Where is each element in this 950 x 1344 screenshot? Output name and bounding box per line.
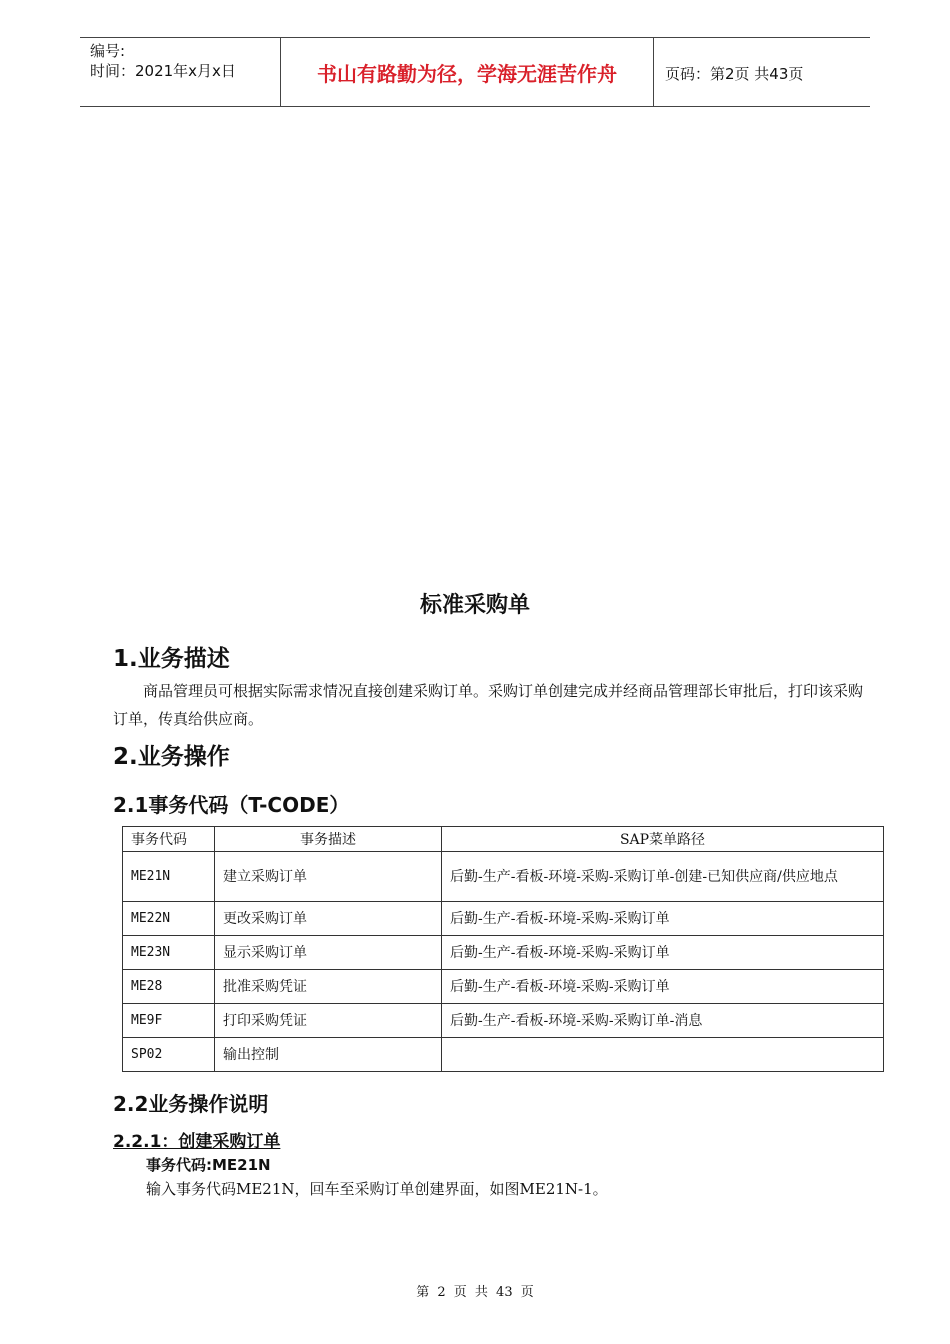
table-row [123,902,884,936]
table-row [123,852,884,902]
table-row [123,1038,884,1072]
menu-path-cell: 后勤-生产-看板-环境-采购-采购订单-消息 [442,1004,884,1038]
menu-path-cell: 后勤-生产-看板-环境-采购-采购订单 [442,936,884,970]
section-heading-2-2: 2.2业务操作说明 [113,1092,269,1116]
section-heading-2-2-1: 2.2.1：创建采购订单 [113,1132,281,1152]
table-row [123,970,884,1004]
description-cell: 建立采购订单 [215,852,442,902]
menu-path-cell [442,1038,884,1072]
section-heading-2-1: 2.1事务代码（T-CODE） [113,793,350,817]
tcode-cell: ME9F [123,1004,215,1038]
menu-path-cell: 后勤-生产-看板-环境-采购-采购订单 [442,970,884,1004]
description-cell: 输出控制 [215,1038,442,1072]
description-cell: 更改采购订单 [215,902,442,936]
header-date: 时间：2021年x月x日 [90,62,236,80]
tcode-label: 事务代码:ME21N [146,1156,271,1174]
section-heading-2: 2.业务操作 [113,744,230,770]
menu-path-cell: 后勤-生产-看板-环境-采购-采购订单 [442,902,884,936]
tcode-cell: ME21N [123,852,215,902]
description-cell: 打印采购凭证 [215,1004,442,1038]
tcode-table [122,826,884,1072]
header-motto: 书山有路勤为径，学海无涯苦作舟 [317,61,617,86]
description-cell: 批准采购凭证 [215,970,442,1004]
header-divider [653,38,654,106]
header-number-label: 编号: [90,42,126,60]
column-header: 事务代码 [123,827,215,852]
section-heading-1: 1.业务描述 [113,646,230,672]
table-row [123,1004,884,1038]
tcode-cell: SP02 [123,1038,215,1072]
section-1-paragraph: 商品管理员可根据实际需求情况直接创建采购订单。采购订单创建完成并经商品管理部长审批后，打印该采购订单，传真给供应商。 [113,682,864,728]
tcode-cell: ME28 [123,970,215,1004]
header-page-info: 页码：第2页 共43页 [665,65,804,83]
column-header: SAP菜单路径 [442,827,884,852]
table-row [123,936,884,970]
page-header [80,37,870,107]
description-cell: 显示采购订单 [215,936,442,970]
tcode-cell: ME23N [123,936,215,970]
document-title: 标准采购单 [419,593,530,618]
header-meta [90,41,236,81]
table-header-row [123,827,884,852]
column-header: 事务描述 [215,827,442,852]
instruction-text: 输入事务代码ME21N，回车至采购订单创建界面，如图ME21N-1。 [146,1180,608,1198]
page-footer: 第 2 页 共 43 页 [416,1285,534,1300]
tcode-cell: ME22N [123,902,215,936]
menu-path-cell: 后勤-生产-看板-环境-采购-采购订单-创建-已知供应商/供应地点 [442,852,884,902]
